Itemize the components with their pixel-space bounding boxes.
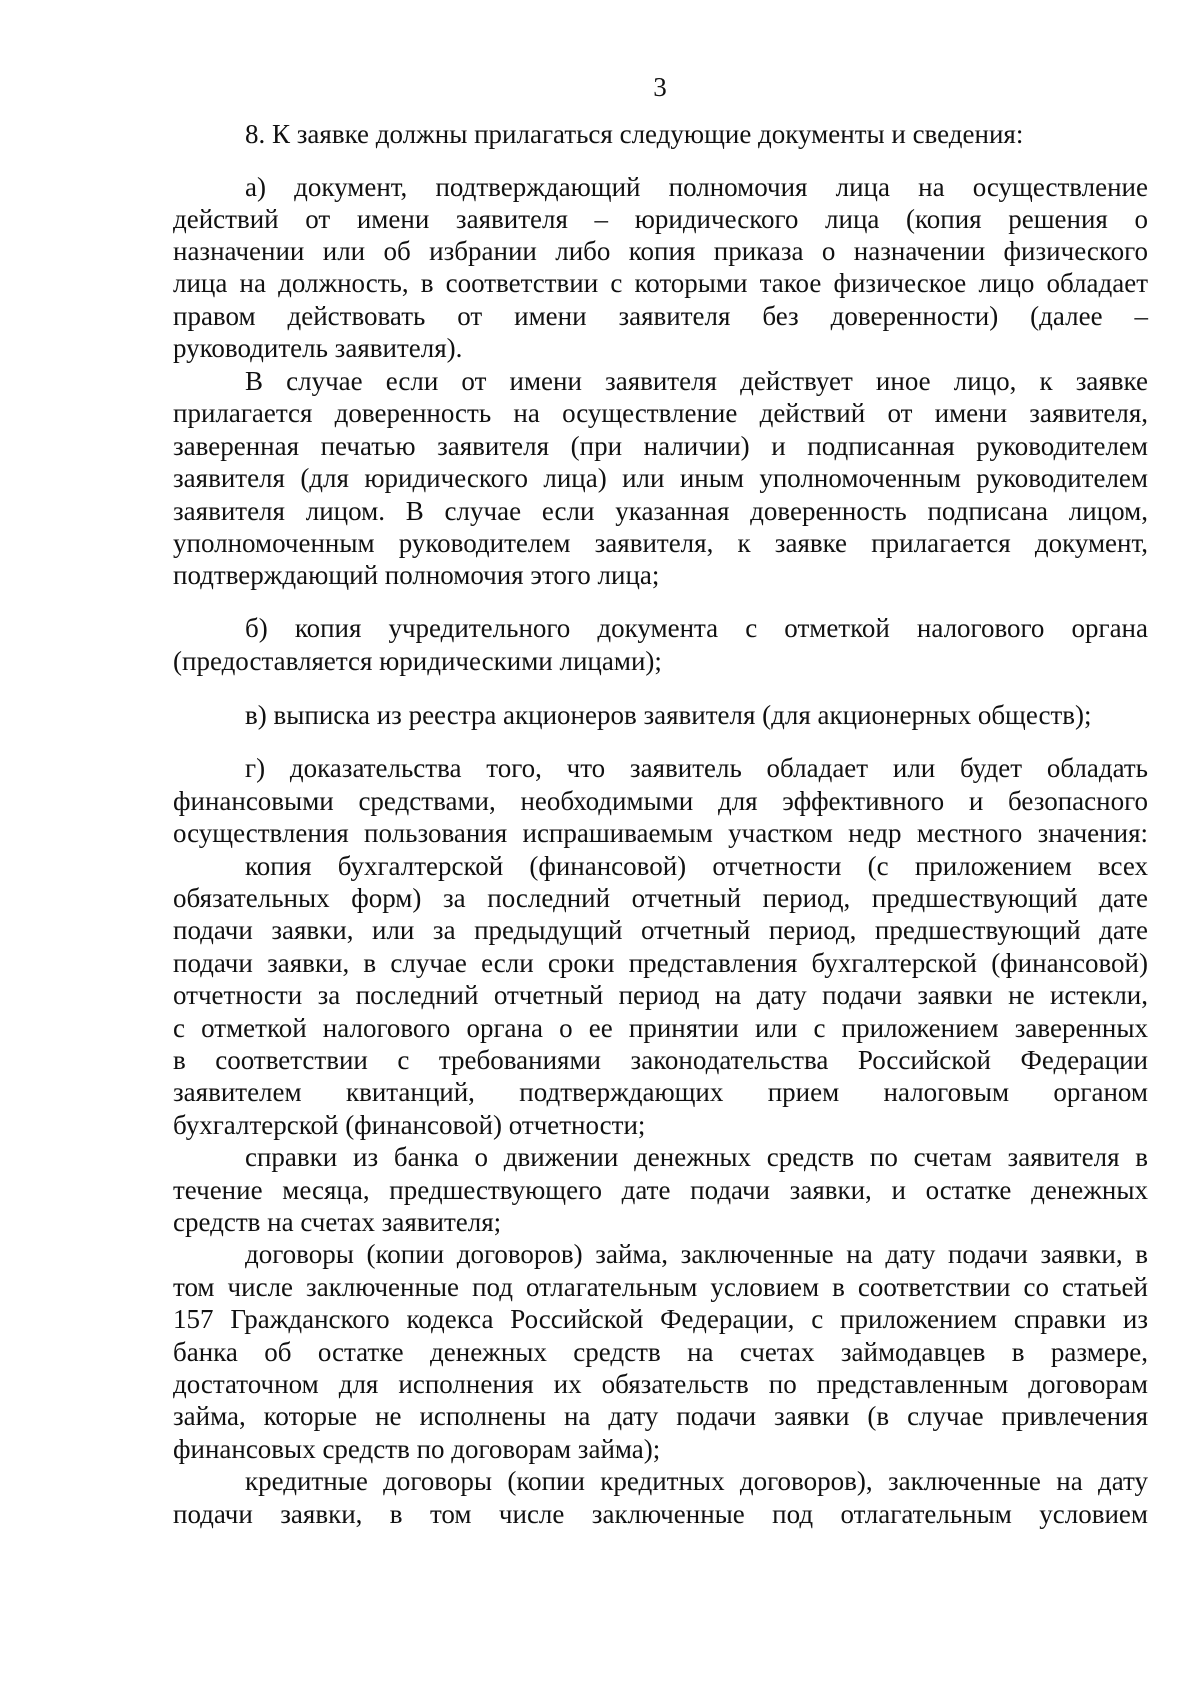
text-line: кредитные договоры (копии кредитных договоров), заключенные на дату: [245, 1466, 1148, 1496]
text-line: подтверждающий полномочия этого лица;: [173, 560, 660, 590]
text-line: б) копия учредительного документа с отметкой налогового органа: [245, 613, 1148, 643]
text-line: обязательных форм) за последний отчетный период, предшествующий дате: [173, 883, 1148, 913]
text-line: течение месяца, предшествующего дате подачи заявки, и остатке денежных: [173, 1175, 1148, 1205]
text-line: В случае если от имени заявителя действует иное лицо, к заявке: [245, 366, 1148, 396]
text-line: займа, которые не исполнены на дату подачи заявки (в случае привлечения: [173, 1401, 1148, 1431]
text-line: финансовых средств по договорам займа);: [173, 1434, 661, 1464]
text-line: с отметкой налогового органа о ее принятии или с приложением заверенных: [173, 1013, 1148, 1043]
text-line: договоры (копии договоров) займа, заключенные на дату подачи заявки, в: [245, 1239, 1148, 1269]
text-line: заявителя (для юридического лица) или иным уполномоченным руководителем: [173, 463, 1148, 493]
text-line: осуществления пользования испрашиваемым участком недр местного значения:: [173, 818, 1148, 848]
text-line: 8. К заявке должны прилагаться следующие документы и сведения:: [245, 119, 1024, 149]
text-line: уполномоченным руководителем заявителя, к заявке прилагается документ,: [173, 528, 1148, 558]
text-line: подачи заявки, или за предыдущий отчетный период, предшествующий дате: [173, 915, 1148, 945]
text-line: лица на должность, в соответствии с которыми такое физическое лицо обладает: [173, 268, 1148, 298]
text-line: г) доказательства того, что заявитель обладает или будет обладать: [245, 753, 1148, 783]
text-line: справки из банка о движении денежных средств по счетам заявителя в: [245, 1142, 1148, 1172]
text-line: подачи заявки, в случае если сроки представления бухгалтерской (финансовой): [173, 948, 1148, 978]
text-line: 157 Гражданского кодекса Российской Федерации, с приложением справки из: [173, 1304, 1148, 1334]
text-line: (предоставляется юридическими лицами);: [173, 646, 662, 676]
page-number: 3: [653, 72, 667, 102]
text-line: действий от имени заявителя – юридического лица (копия решения о: [173, 204, 1148, 234]
text-line: том числе заключенные под отлагательным условием в соответствии со статьей: [173, 1272, 1148, 1302]
text-line: назначении или об избрании либо копия приказа о назначении физического: [173, 236, 1148, 266]
text-line: в соответствии с требованиями законодательства Российской Федерации: [173, 1045, 1148, 1075]
text-line: бухгалтерской (финансовой) отчетности;: [173, 1110, 646, 1140]
text-line: копия бухгалтерской (финансовой) отчетности (с приложением всех: [245, 851, 1148, 881]
text-line: достаточном для исполнения их обязательств по представленным договорам: [173, 1369, 1148, 1399]
text-line: заверенная печатью заявителя (при наличии) и подписанная руководителем: [173, 431, 1148, 461]
text-line: финансовыми средствами, необходимыми для эффективного и безопасного: [173, 786, 1148, 816]
text-line: заявителем квитанций, подтверждающих прием налоговым органом: [173, 1077, 1148, 1107]
text-line: подачи заявки, в том числе заключенные под отлагательным условием: [173, 1499, 1148, 1529]
text-line: правом действовать от имени заявителя без доверенности) (далее –: [173, 301, 1148, 331]
text-line: заявителя лицом. В случае если указанная доверенность подписана лицом,: [173, 496, 1148, 526]
text-line: а) документ, подтверждающий полномочия лица на осуществление: [245, 172, 1148, 202]
text-line: средств на счетах заявителя;: [173, 1207, 502, 1237]
text-line: банка об остатке денежных средств на счетах займодавцев в размере,: [173, 1337, 1148, 1367]
text-line: отчетности за последний отчетный период на дату подачи заявки не истекли,: [173, 980, 1148, 1010]
text-line: руководитель заявителя).: [173, 333, 463, 363]
text-line: прилагается доверенность на осуществление действий от имени заявителя,: [173, 398, 1148, 428]
text-line: в) выписка из реестра акционеров заявителя (для акционерных обществ);: [245, 700, 1092, 730]
